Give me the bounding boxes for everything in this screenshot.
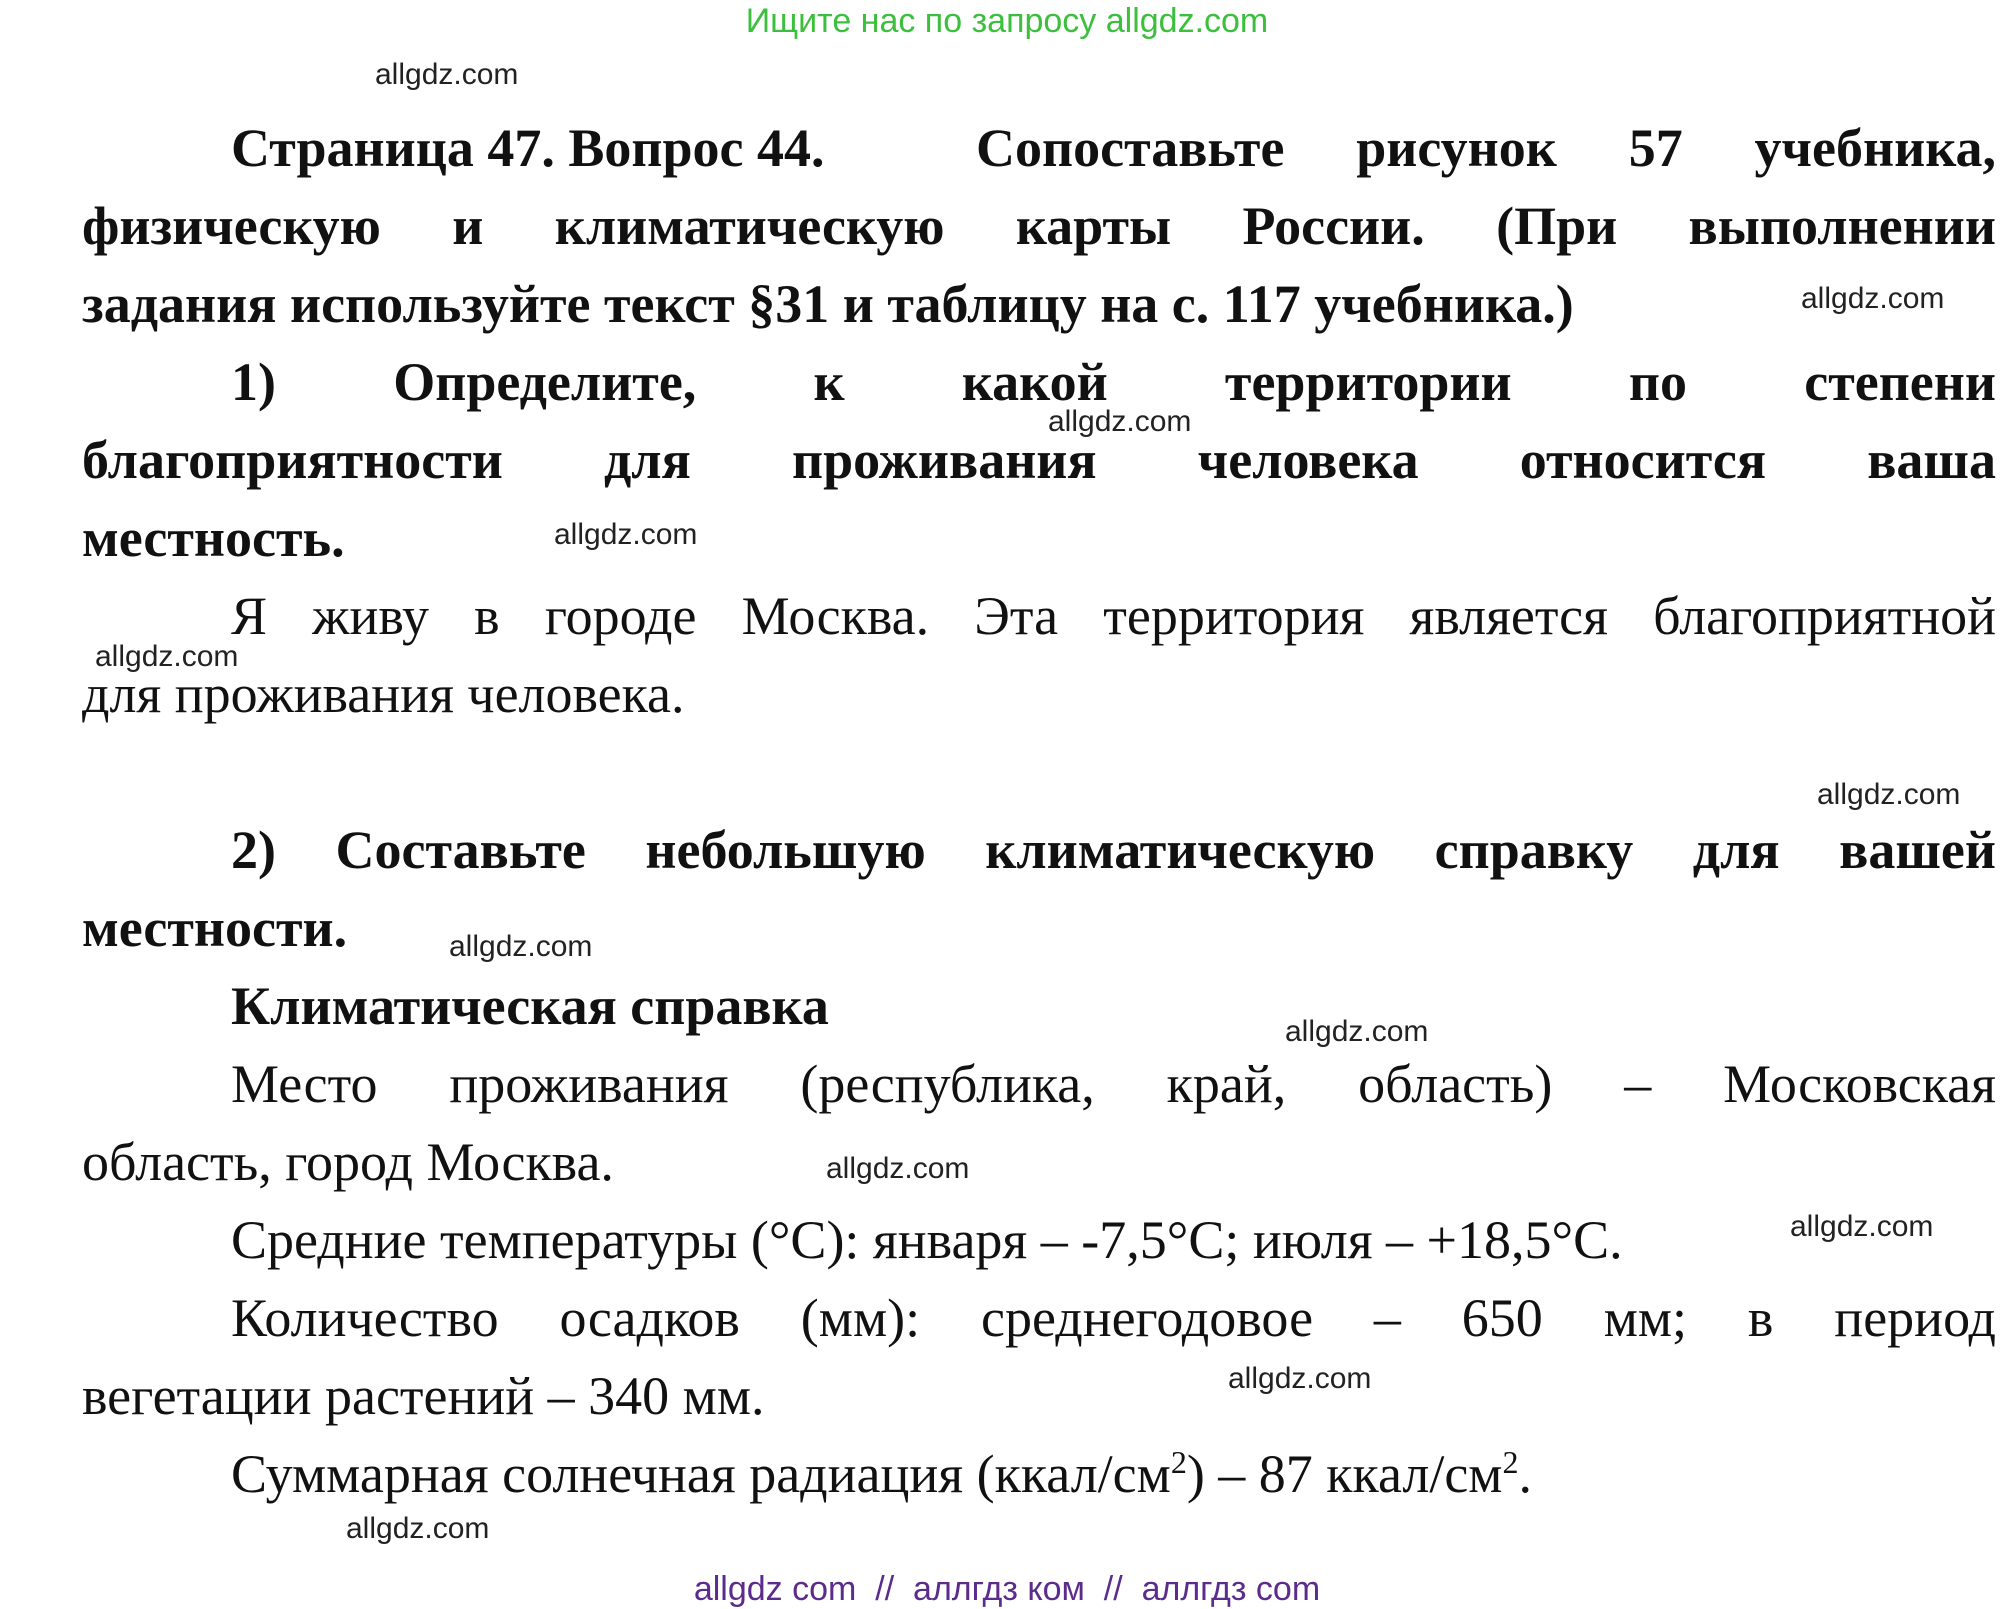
question-number: Страница 47. Вопрос 44. — [231, 118, 825, 178]
watermark: allgdz.com — [346, 1512, 490, 1545]
question-text-start: Сопоставьте рисунок 57 учебника, — [976, 118, 1996, 178]
reference-precipitation-line-2: вегетации растений – 340 мм. — [82, 1366, 765, 1426]
top-banner: Ищите нас по запросу allgdz.com — [745, 2, 1269, 40]
radiation-text-b: ) – 87 ккал/см — [1186, 1444, 1503, 1504]
reference-heading: Климатическая справка — [231, 976, 829, 1036]
task1-line-2: благоприятности для проживания человека относится ваша — [82, 430, 1996, 490]
question-title-line-3: задания используйте текст §31 и таблицу на с. 117 учебника.) — [82, 274, 1574, 334]
watermark: allgdz.com — [1285, 1015, 1429, 1048]
task2-line-2: местности. — [82, 898, 348, 958]
radiation-sup-1: 2 — [1170, 1444, 1187, 1480]
task2-line-1: 2) Составьте небольшую климатическую справку для вашей — [231, 820, 1996, 880]
task1-line-3: местность. — [82, 508, 345, 568]
answer1-line-1: Я живу в городе Москва. Эта территория является благоприятной — [231, 586, 1996, 646]
task1-line-1: 1) Определите, к какой территории по степени — [231, 352, 1996, 412]
watermark: allgdz.com — [1801, 282, 1945, 315]
watermark: allgdz.com — [1817, 778, 1961, 811]
watermark: allgdz.com — [554, 518, 698, 551]
radiation-text-c: . — [1518, 1444, 1532, 1504]
reference-temperature: Средние температуры (°С): января – -7,5°С; июля – +18,5°С. — [231, 1210, 1623, 1270]
question-title-line-2: физическую и климатическую карты России. (При выполнении — [82, 196, 1996, 256]
watermark: allgdz.com — [449, 930, 593, 963]
radiation-text-a: Суммарная солнечная радиация (ккал/см — [231, 1444, 1171, 1504]
watermark: allgdz.com — [95, 640, 239, 673]
watermark: allgdz.com — [826, 1152, 970, 1185]
watermark: allgdz.com — [375, 58, 519, 91]
radiation-sup-2: 2 — [1502, 1444, 1519, 1480]
reference-radiation — [231, 1444, 1532, 1504]
answer1-line-2: для проживания человека. — [82, 664, 685, 724]
reference-place-line-1: Место проживания (республика, край, область) – Московская — [231, 1054, 1996, 1114]
watermark: allgdz.com — [1790, 1210, 1934, 1243]
watermark: allgdz.com — [1048, 405, 1192, 438]
reference-precipitation-line-1: Количество осадков (мм): среднегодовое – 650 мм; в период — [231, 1288, 1996, 1348]
reference-place-line-2: область, город Москва. — [82, 1132, 614, 1192]
footer-links: allgdz com // аллгдз ком // аллгдз com — [693, 1570, 1321, 1608]
watermark: allgdz.com — [1228, 1362, 1372, 1395]
question-title-line-1 — [231, 118, 1996, 178]
